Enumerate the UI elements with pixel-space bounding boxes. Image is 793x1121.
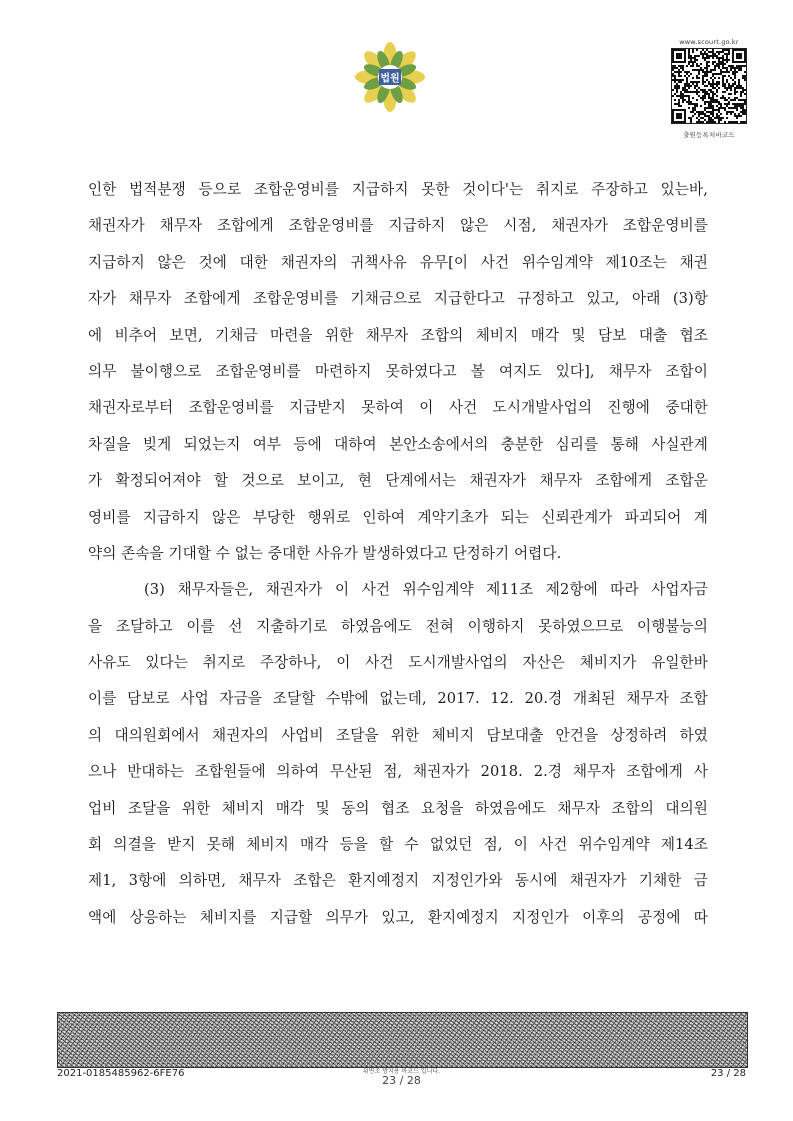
qr-url: www.scourt.go.kr	[679, 38, 739, 46]
court-emblem-icon	[352, 40, 428, 112]
qr-label: 출원등록처바코드	[683, 131, 735, 139]
body-line: 액에 상응하는 체비지를 지급할 의무가 있고, 환지예정지 지정인가 이후의 공정에 따	[88, 908, 708, 926]
body-line: 자가 채무자 조합에게 조합운영비를 기채금으로 지급한다고 규정하고 있고, 아래 (3)항	[88, 290, 708, 308]
body-line: 제1, 3항에 의하면, 채무자 조합은 환지예정지 지정인가와 동시에 채권자가 기채한 금	[88, 872, 708, 890]
anti-forgery-barcode	[57, 1012, 748, 1068]
center-page-number: 23 / 28	[382, 1074, 421, 1087]
body-line: 채권자로부터 조합운영비를 지급받지 못하여 이 사건 도시개발사업의 진행에 중대한	[88, 399, 708, 417]
body-line: (3) 채무자들은, 채권자가 이 사건 위수임계약 제11조 제2항에 따라 사업자금	[144, 581, 708, 599]
body-line: 업비 조달을 위한 체비지 매각 및 동의 협조 요청을 하였음에도 채무자 조합의 대의원	[88, 799, 708, 817]
body-line: 이를 담보로 사업 자금을 조달할 수밖에 없는데, 2017. 12. 20.경 개최된 채무자 조합	[88, 690, 708, 708]
body-line: 차질을 빚게 되었는지 여부 등에 대하여 본안소송에서의 충분한 심리를 통해 사실관계	[88, 435, 708, 453]
body-line: 에 비추어 보면, 기채금 마련을 위한 채무자 조합의 체비지 매각 및 담보 대출 협조	[88, 326, 708, 344]
page-number: 23 / 28	[710, 1068, 746, 1079]
emblem-text: 법원	[380, 73, 400, 85]
body-line: 의무 불이행으로 조합운영비를 마련하지 못하였다고 볼 여지도 있다], 채무자 조합이	[88, 362, 708, 380]
body-line: 영비를 지급하지 않은 부당한 행위로 인하여 계약기초가 되는 신뢰관계가 파괴되어 계	[88, 508, 708, 526]
document-body	[88, 172, 708, 936]
barcode-note: 위변조 방지용 바코드 입니다.	[362, 1068, 441, 1075]
qr-code-block	[670, 38, 748, 139]
body-line: 의 대의원회에서 채권자의 사업비 조달을 위한 체비지 담보대출 안건을 상정하려 하였	[88, 726, 708, 744]
body-line: 회 의결을 받지 못해 체비지 매각 등을 할 수 없었던 점, 이 사건 위수임계약 제14조	[88, 836, 708, 854]
body-line: 을 조달하고 이를 선 지출하기로 하였음에도 전혀 이행하지 못하였으므로 이행불능의	[88, 617, 708, 635]
body-line: 채권자가 채무자 조합에게 조합운영비를 지급하지 않은 시점, 채권자가 조합운영비를	[88, 217, 708, 235]
body-line: 으나 반대하는 조합원들에 의하여 무산된 점, 채권자가 2018. 2.경 채무자 조합에게 사	[88, 763, 708, 781]
body-line: 가 확정되어져야 할 것으로 보이고, 현 단계에서는 채권자가 채무자 조합에게 조합운	[88, 472, 708, 490]
page-footer	[57, 1068, 746, 1092]
body-line: 지급하지 않은 것에 대한 채권자의 귀책사유 유무[이 사건 위수임계약 제10조는 채권	[88, 253, 708, 271]
qr-code-icon	[671, 48, 747, 124]
body-line: 인한 법적분쟁 등으로 조합운영비를 지급하지 못한 것이다'는 취지로 주장하고 있는바,	[88, 181, 708, 198]
body-line: 사유도 있다는 취지로 주장하나, 이 사건 도시개발사업의 자산은 체비지가 유일한바	[88, 654, 708, 672]
body-line: 약의 존속을 기대할 수 없는 중대한 사유가 발생하였다고 단정하기 어렵다.	[88, 544, 562, 562]
document-id: 2021-0185485962-6FE76	[57, 1068, 185, 1079]
